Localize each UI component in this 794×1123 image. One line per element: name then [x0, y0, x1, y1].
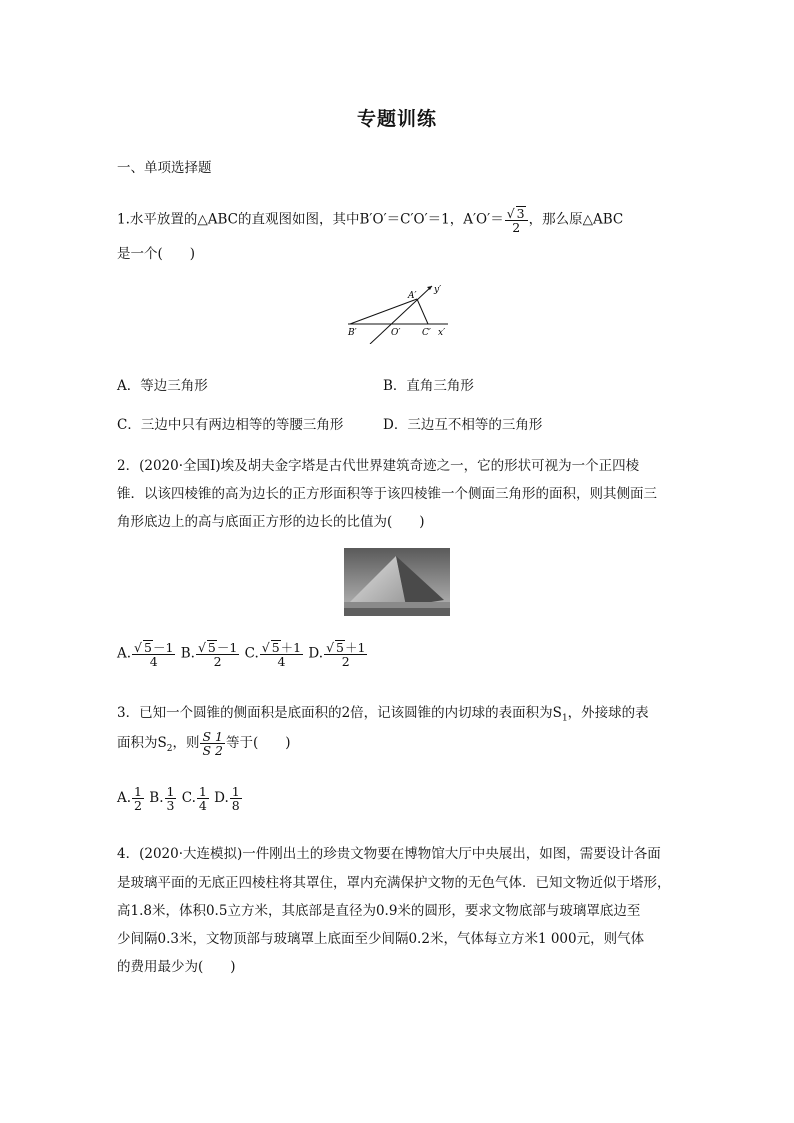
q1-stem-line2: 是一个( ): [117, 246, 196, 262]
q2-stem-line1: 2．(2020·全国Ⅰ)埃及胡夫金字塔是古代世界建筑奇迹之一，它的形状可视为一个正四棱: [117, 458, 640, 474]
q4-stem-line5: 的费用最少为( ): [117, 959, 236, 975]
q3-option-c-numerator: 1: [198, 784, 207, 799]
q3-option-b-fraction: [165, 785, 177, 812]
pyramid-photo: [344, 548, 450, 616]
q3-option-c-denominator: 4: [198, 798, 207, 814]
q2-option-b-op: －1: [216, 640, 238, 655]
section-heading: 一、单项选择题: [117, 160, 212, 176]
q3-option-d-fraction: [230, 785, 242, 812]
q3-stem-text-2c: 等于( ): [225, 735, 291, 752]
q3-subscript-2: 2: [166, 743, 173, 754]
q1-option-b: B．直角三角形: [383, 378, 474, 394]
q2-option-b-radicand: 5: [207, 640, 216, 655]
q3-option-c-fraction: [197, 785, 209, 812]
q1-fraction-denominator: 2: [512, 220, 521, 236]
q1-stem-line1: [117, 206, 623, 234]
q2-option-b-fraction: $\frac{√ 5-1}{2}$: [197, 640, 238, 670]
side-BA: [350, 299, 417, 324]
q3-subscript-1: 1: [561, 713, 568, 724]
q2-option-d-denominator: 2: [341, 654, 350, 670]
q2-option-d-letter: D.: [308, 645, 324, 662]
q3-option-d-numerator: 1: [231, 784, 240, 799]
q3-option-a-denominator: 2: [134, 798, 142, 814]
q2-stem-line3: 角形底边上的高与底面正方形的边长的比值为( ): [117, 514, 425, 530]
q3-stem-text-2a: 面积为S: [117, 735, 167, 752]
q3-stem-line1: [117, 701, 649, 724]
q4-stem-line4: 少间隔0.3米，文物顶部与玻璃罩上底面至少间隔0.2米，气体每立方米1 000元，则气体: [117, 931, 645, 947]
q1-option-c: C．三边中只有两边相等的等腰三角形: [117, 417, 344, 433]
q2-option-a-denominator: 4: [149, 654, 158, 670]
q3-option-c-letter: C.: [181, 790, 196, 807]
label-B: B′: [348, 328, 357, 338]
q3-stem-text-1: 3．已知一个圆锥的侧面积是底面积的2倍，记该圆锥的内切球的表面积为S: [117, 705, 562, 721]
q1-figure: [340, 282, 455, 344]
q2-option-d-radicand: 5: [336, 640, 344, 655]
label-A: A′: [408, 291, 417, 301]
q2-option-d-fraction: $\frac{√ 5+1}{2}$: [326, 640, 366, 670]
q3-option-a-letter: A.: [117, 790, 132, 807]
q2-option-c-fraction: $\frac{√ 5+1}{4}$: [261, 640, 302, 670]
q1-option-a: A．等边三角形: [117, 378, 208, 394]
q1-stem-text-b: ，那么原△ABC: [528, 211, 624, 228]
q4-stem-line2: 是玻璃平面的无底正四棱柱将其罩住，罩内充满保护文物的无色气体．已知文物近似于塔形，: [117, 875, 671, 891]
q2-option-b-denominator: 2: [213, 654, 222, 670]
q3-option-a-numerator: 1: [134, 784, 142, 799]
side-AC: [417, 299, 428, 324]
q3-options: [117, 785, 243, 812]
q2-option-c-denominator: 4: [277, 654, 286, 670]
q3-option-b-numerator: 1: [166, 784, 175, 799]
q4-stem-line1: 4．(2020·大连模拟)一件刚出土的珍贵文物要在博物馆大厅中央展出，如图，需要设计各面: [117, 846, 661, 862]
q1-fraction-numerator: 3: [516, 206, 525, 221]
q2-option-b-letter: B.: [180, 645, 195, 662]
label-O: O′: [391, 328, 401, 338]
q2-stem-line2: 锥．以该四棱锥的高为边长的正方形面积等于该四棱锥一个侧面三角形的面积，则其侧面三: [117, 486, 657, 502]
q1-option-d: D．三边互不相等的三角形: [383, 417, 543, 433]
label-C: C′: [422, 328, 431, 338]
q2-option-a-letter: A.: [117, 645, 132, 662]
q2-options: [117, 640, 368, 668]
q2-option-d-op: ＋1: [344, 640, 366, 655]
q3-stem-text-2b: ，则: [172, 735, 200, 752]
q3-ratio-numerator: S 1: [202, 729, 223, 744]
q3-stem-text-1b: ，外接球的表: [567, 705, 649, 721]
label-y: y′: [434, 285, 442, 295]
q3-ratio-denominator: S 2: [202, 743, 223, 759]
q3-stem-line2: [117, 730, 291, 757]
q4-stem-line3: 高1.8米，体积0.5立方米，其底部是直径为0.9米的圆形，要求文物底部与玻璃罩底边至: [117, 903, 641, 919]
label-x: x′: [438, 328, 446, 338]
q2-option-c-op: ＋1: [280, 640, 302, 655]
q1-stem-text-a: 1.水平放置的△ABC的直观图如图，其中B′O′＝C′O′＝1，A′O′＝: [117, 211, 504, 228]
page-title: 专题训练: [356, 108, 437, 130]
q2-option-a-radicand: 5: [144, 640, 152, 655]
q2-option-a-op: －1: [152, 640, 174, 655]
q2-option-c-letter: C.: [244, 645, 259, 662]
q3-ratio-fraction: [200, 730, 225, 757]
q2-option-a-fraction: $\frac{√ 5-1}{4}$: [134, 640, 174, 670]
q3-option-d-letter: D.: [214, 790, 229, 807]
q3-option-b-letter: B.: [149, 790, 164, 807]
q2-option-c-radicand: 5: [271, 640, 280, 655]
q1-fraction: $\frac{√ 3}{2}$: [505, 206, 528, 234]
q3-option-d-denominator: 8: [231, 798, 240, 814]
q3-option-b-denominator: 3: [166, 798, 175, 814]
q3-option-a-fraction: [132, 785, 144, 812]
